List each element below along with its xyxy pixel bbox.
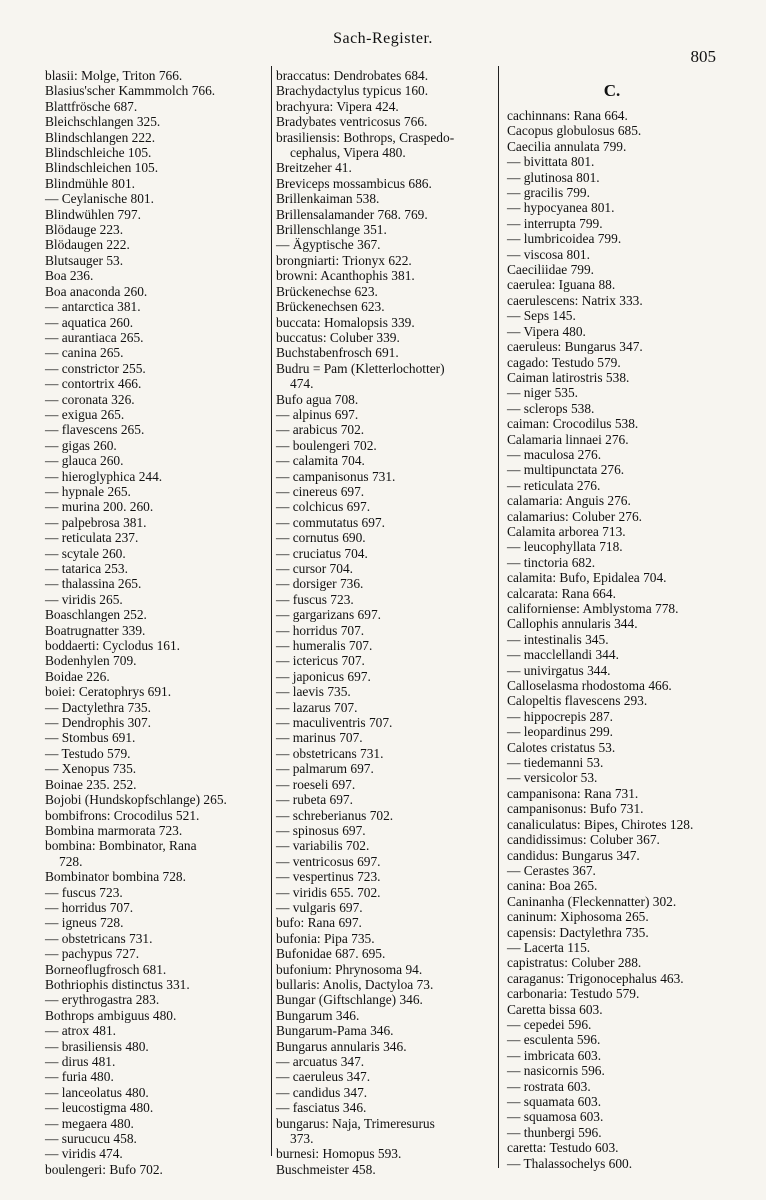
index-entry: cephalus, Vipera 480. <box>290 145 406 161</box>
index-entry: — roeseli 697. <box>276 776 356 792</box>
index-entry: Blattfrösche 687. <box>45 98 138 114</box>
index-entry: — aquatica 260. <box>45 314 134 330</box>
index-entry: calcarata: Rana 664. <box>507 585 616 601</box>
index-entry: Blindwühlen 797. <box>45 206 141 222</box>
index-entry: — arabicus 702. <box>276 422 365 438</box>
index-entry: — reticulata 276. <box>507 477 601 493</box>
index-entry: — interrupta 799. <box>507 215 603 231</box>
index-entry: — fasciatus 346. <box>276 1100 367 1116</box>
index-entry: — cursor 704. <box>276 561 353 576</box>
index-entry: — Dactylethra 735. <box>45 699 151 715</box>
index-entry: — megaera 480. <box>45 1115 134 1131</box>
index-entry: — lanceolatus 480. <box>45 1084 149 1100</box>
index-entry: Blindmühle 801. <box>45 175 136 191</box>
index-entry: Blutsauger 53. <box>45 252 124 268</box>
index-entry: — lazarus 707. <box>276 699 358 715</box>
index-entry: brachyura: Vipera 424. <box>276 98 399 114</box>
index-entry: — palmarum 697. <box>276 761 374 777</box>
index-entry: capistratus: Coluber 288. <box>507 955 642 971</box>
index-entry: — alpinus 697. <box>276 406 359 422</box>
index-entry: Blödauge 223. <box>45 222 124 238</box>
index-entry: — coronata 326. <box>45 391 135 407</box>
index-column-1 <box>45 68 267 1177</box>
index-entry: — lumbricoidea 799. <box>507 231 622 247</box>
index-entry: blasii: Molge, Triton 766. <box>45 68 183 83</box>
page-number: 805 <box>690 47 716 66</box>
index-entry: Bothriophis distinctus 331. <box>45 976 190 992</box>
index-entry: capensis: Dactylethra 735. <box>507 924 649 940</box>
index-entry: browni: Acanthophis 381. <box>276 268 415 284</box>
index-entry: Bradybates ventricosus 766. <box>276 114 428 130</box>
index-entry: Bufo agua 708. <box>276 391 359 407</box>
index-entry: — dirus 481. <box>45 1054 116 1069</box>
column-divider <box>271 66 272 1156</box>
index-entry: — brasiliensis 480. <box>45 1038 149 1054</box>
index-entry: — Thalassochelys 600. <box>507 1155 633 1171</box>
index-entry: caretta: Testudo 603. <box>507 1140 619 1156</box>
index-entry: — thalassina 265. <box>45 576 142 592</box>
index-entry: — Cerastes 367. <box>507 862 596 878</box>
index-entry: — Testudo 579. <box>45 745 131 761</box>
index-entry: Caecilia annulata 799. <box>507 138 627 154</box>
index-entry: bombifrons: Crocodilus 521. <box>45 807 200 823</box>
index-entry: caiman: Crocodilus 538. <box>507 416 639 432</box>
index-entry: — fuscus 723. <box>45 884 123 900</box>
index-entry: Caninanha (Fleckennatter) 302. <box>507 893 677 909</box>
index-entry: brongniarti: Trionyx 622. <box>276 252 412 268</box>
index-entry: Boa anaconda 260. <box>45 283 148 299</box>
index-entry: Calamaria linnaei 276. <box>507 431 629 447</box>
index-entry: Calloselasma rhodostoma 466. <box>507 678 672 694</box>
index-entry: — vespertinus 723. <box>276 869 381 885</box>
index-entry: — spinosus 697. <box>276 822 366 838</box>
index-entry: Callophis annularis 344. <box>507 616 638 632</box>
index-entry: Bombinator bombina 728. <box>45 869 186 885</box>
index-entry: boulengeri: Bufo 702. <box>45 1161 163 1177</box>
index-entry: Bombina marmorata 723. <box>45 822 183 838</box>
index-entry: — arcuatus 347. <box>276 1054 365 1069</box>
index-entry: — imbricata 603. <box>507 1047 602 1063</box>
index-entry: burnesi: Homopus 593. <box>276 1146 402 1162</box>
index-entry: Brachydactylus typicus 160. <box>276 83 429 99</box>
index-entry: — thunbergi 596. <box>507 1124 602 1140</box>
index-column-2 <box>276 68 496 1177</box>
index-entry: — exigua 265. <box>45 406 125 422</box>
index-entry: bullaris: Anolis, Dactyloa 73. <box>276 976 434 992</box>
index-entry: — palpebrosa 381. <box>45 514 147 530</box>
index-entry: — obstetricans 731. <box>276 745 384 761</box>
index-entry: — schreberianus 702. <box>276 807 394 823</box>
index-entry: bufo: Rana 697. <box>276 915 362 931</box>
index-column-3 <box>507 68 717 1171</box>
index-entry: boddaerti: Cyclodus 161. <box>45 638 181 654</box>
index-entry: — rostrata 603. <box>507 1078 591 1094</box>
index-entry: — calamita 704. <box>276 453 365 469</box>
index-entry: Caiman latirostris 538. <box>507 369 630 385</box>
index-entry: — igneus 728. <box>45 915 124 931</box>
index-entry: — cruciatus 704. <box>276 545 368 561</box>
index-entry: Buchstabenfrosch 691. <box>276 345 399 361</box>
index-entry: candidus: Bungarus 347. <box>507 847 640 863</box>
index-entry: — cinereus 697. <box>276 483 365 499</box>
index-entry: 728. <box>59 853 83 869</box>
index-entry: Breitzeher 41. <box>276 160 352 176</box>
index-entry: Bungarus annularis 346. <box>276 1038 407 1054</box>
index-entry: — marinus 707. <box>276 730 363 746</box>
index-entry: — viscosa 801. <box>507 246 590 262</box>
index-entry: — ictericus 707. <box>276 653 365 669</box>
index-entry: Bojobi (Hundskopfschlange) 265. <box>45 792 227 808</box>
index-entry: Calotes cristatus 53. <box>507 739 616 755</box>
index-entry: Bungarum-Pama 346. <box>276 1023 394 1039</box>
index-entry: candidissimus: Coluber 367. <box>507 832 660 848</box>
index-entry: cachinnans: Rana 664. <box>507 108 628 123</box>
index-entry: campanisona: Rana 731. <box>507 785 639 801</box>
index-entry: — murina 200. 260. <box>45 499 154 515</box>
index-entry: Blindschleichen 105. <box>45 160 159 176</box>
index-entry: — sclerops 538. <box>507 400 595 416</box>
index-entry: — gargarizans 697. <box>276 607 381 623</box>
index-entry: — versicolor 53. <box>507 770 598 786</box>
index-entry: Calamita arborea 713. <box>507 523 626 539</box>
index-entry: — tatarica 253. <box>45 561 128 576</box>
index-entry: — candidus 347. <box>276 1084 368 1100</box>
index-entry: Bodenhylen 709. <box>45 653 137 669</box>
index-entry: — glauca 260. <box>45 453 124 469</box>
index-entry: — leopardinus 299. <box>507 724 613 740</box>
index-entry: — squamosa 603. <box>507 1109 604 1125</box>
index-entry: — Seps 145. <box>507 308 576 324</box>
index-entry: — glutinosa 801. <box>507 169 600 185</box>
index-entry: Calopeltis flavescens 293. <box>507 693 648 709</box>
index-entry: — scytale 260. <box>45 545 126 561</box>
index-entry: — horridus 707. <box>276 622 365 638</box>
index-entry: — rubeta 697. <box>276 792 353 808</box>
index-entry: — atrox 481. <box>45 1023 117 1039</box>
letter-heading: C. <box>603 81 621 100</box>
index-entry: Bungarum 346. <box>276 1007 360 1023</box>
index-entry: — bivittata 801. <box>507 154 595 170</box>
index-entry: 373. <box>290 1131 314 1147</box>
index-entry: — commutatus 697. <box>276 514 385 530</box>
index-entry: — macclellandi 344. <box>507 647 619 663</box>
index-entry: — humeralis 707. <box>276 638 373 654</box>
index-entry: — squamata 603. <box>507 1094 602 1109</box>
index-entry: — tinctoria 682. <box>507 554 596 570</box>
index-entry: — ventricosus 697. <box>276 853 381 869</box>
index-entry: — cornutus 690. <box>276 530 366 546</box>
index-entry: — horridus 707. <box>45 899 134 915</box>
column-divider <box>498 66 499 1168</box>
index-entry: — cepedei 596. <box>507 1016 592 1032</box>
index-entry: — laevis 735. <box>276 684 351 700</box>
index-entry: boiei: Ceratophrys 691. <box>45 684 172 700</box>
index-entry: canaliculatus: Bipes, Chirotes 128. <box>507 816 694 832</box>
index-entry: — intestinalis 345. <box>507 631 609 647</box>
index-entry: cagado: Testudo 579. <box>507 354 621 370</box>
index-entry: Brillensalamander 768. 769. <box>276 206 428 222</box>
index-entry: — Xenopus 735. <box>45 761 137 777</box>
index-entry: — antarctica 381. <box>45 299 141 315</box>
index-entry: brasiliensis: Bothrops, Craspedo- <box>276 129 455 145</box>
index-entry: — leucostigma 480. <box>45 1100 154 1116</box>
index-entry: — maculosa 276. <box>507 446 602 462</box>
index-entry: caninum: Xiphosoma 265. <box>507 909 649 925</box>
index-entry: Caeciliidae 799. <box>507 262 595 278</box>
index-entry: Blödaugen 222. <box>45 237 130 253</box>
index-entry: 474. <box>290 376 314 392</box>
index-entry: — flavescens 265. <box>45 422 145 438</box>
index-entry: buccatus: Coluber 339. <box>276 329 400 345</box>
index-entry: Boaschlangen 252. <box>45 607 147 623</box>
index-entry: — colchicus 697. <box>276 499 371 515</box>
index-entry: — furia 480. <box>45 1069 114 1085</box>
index-entry: Bungar (Giftschlange) 346. <box>276 992 423 1008</box>
index-entry: caerulescens: Natrix 333. <box>507 292 643 308</box>
index-entry: Bothrops ambiguus 480. <box>45 1007 177 1023</box>
index-entry: — japonicus 697. <box>276 668 371 684</box>
index-entry: — multipunctata 276. <box>507 462 625 478</box>
index-entry: Brillenkaiman 538. <box>276 191 380 207</box>
index-entry: — hippocrepis 287. <box>507 708 613 724</box>
index-entry: braccatus: Dendrobates 684. <box>276 68 429 83</box>
index-entry: calamita: Bufo, Epidalea 704. <box>507 570 667 586</box>
index-entry: Brillenschlange 351. <box>276 222 387 238</box>
index-entry: bombina: Bombinator, Rana <box>45 838 197 854</box>
index-entry: calamarius: Coluber 276. <box>507 508 642 524</box>
index-entry: Boidae 226. <box>45 668 110 684</box>
index-entry: caraganus: Trigonocephalus 463. <box>507 970 684 986</box>
index-entry: — niger 535. <box>507 385 579 401</box>
index-entry: — hypocyanea 801. <box>507 200 615 216</box>
index-entry: — gigas 260. <box>45 437 117 453</box>
index-entry: — Stombus 691. <box>45 730 136 746</box>
index-entry: Blindschlangen 222. <box>45 129 156 145</box>
index-entry: Bufonidae 687. 695. <box>276 946 386 962</box>
index-entry: bungarus: Naja, Trimeresurus <box>276 1115 435 1131</box>
index-entry: — reticulata 237. <box>45 530 139 546</box>
index-entry: Boinae 235. 252. <box>45 776 137 792</box>
index-entry: — variabilis 702. <box>276 838 370 854</box>
index-entry: Boatrugnatter 339. <box>45 622 146 638</box>
index-entry: bufonium: Phrynosoma 94. <box>276 961 423 977</box>
index-entry: caerulea: Iguana 88. <box>507 277 616 293</box>
index-entry: — Lacerta 115. <box>507 939 591 955</box>
index-entry: Brückenechsen 623. <box>276 299 385 315</box>
index-entry: campanisonus: Bufo 731. <box>507 801 644 817</box>
index-entry: — esculenta 596. <box>507 1032 601 1048</box>
index-entry: — viridis 474. <box>45 1146 123 1162</box>
index-entry: — contortrix 466. <box>45 376 142 392</box>
index-entry: — leucophyllata 718. <box>507 539 623 555</box>
index-entry: caeruleus: Bungarus 347. <box>507 339 643 355</box>
index-entry: — erythrogastra 283. <box>45 992 160 1008</box>
index-entry: californiense: Amblystoma 778. <box>507 601 679 616</box>
index-entry: Buschmeister 458. <box>276 1161 376 1177</box>
index-entry: — obstetricans 731. <box>45 930 153 946</box>
index-entry: — Ägyptische 367. <box>276 237 381 253</box>
index-entry: — maculiventris 707. <box>276 715 393 731</box>
index-entry: — constrictor 255. <box>45 360 146 376</box>
index-entry: — boulengeri 702. <box>276 437 377 453</box>
index-entry: — hieroglyphica 244. <box>45 468 163 484</box>
index-entry: Brückenechse 623. <box>276 283 378 299</box>
index-entry: — surucucu 458. <box>45 1131 137 1147</box>
index-entry: carbonaria: Testudo 579. <box>507 986 640 1002</box>
index-entry: — campanisonus 731. <box>276 468 396 484</box>
index-entry: — aurantiaca 265. <box>45 329 144 345</box>
index-entry: — nasicornis 596. <box>507 1063 605 1079</box>
index-entry: Breviceps mossambicus 686. <box>276 175 432 191</box>
index-entry: — Ceylanische 801. <box>45 191 154 207</box>
index-entry: — gracilis 799. <box>507 185 590 201</box>
index-entry: — fuscus 723. <box>276 591 354 607</box>
index-entry: — dorsiger 736. <box>276 576 364 592</box>
index-entry: — tiedemanni 53. <box>507 755 604 771</box>
index-entry: — univirgatus 344. <box>507 662 611 678</box>
index-entry: Cacopus globulosus 685. <box>507 123 642 139</box>
index-entry: — pachypus 727. <box>45 946 140 962</box>
index-entry: bufonia: Pipa 735. <box>276 930 375 946</box>
index-entry: — Dendrophis 307. <box>45 715 152 731</box>
index-entry: — hypnale 265. <box>45 483 131 499</box>
index-entry: Blasius'scher Kammmolch 766. <box>45 83 216 99</box>
index-entry: Blindschleiche 105. <box>45 145 152 161</box>
index-entry: — vulgaris 697. <box>276 899 363 915</box>
index-entry: — canina 265. <box>45 345 124 361</box>
index-entry: Borneoflugfrosch 681. <box>45 961 167 977</box>
index-entry: buccata: Homalopsis 339. <box>276 314 415 330</box>
index-entry: calamaria: Anguis 276. <box>507 493 631 509</box>
index-entry: Budru = Pam (Kletterlochotter) <box>276 360 445 376</box>
index-entry: Boa 236. <box>45 268 94 284</box>
index-entry: Bleichschlangen 325. <box>45 114 161 130</box>
index-entry: — viridis 655. 702. <box>276 884 381 900</box>
index-entry: — viridis 265. <box>45 591 123 607</box>
page-title: Sach-Register. <box>333 30 433 47</box>
index-entry: — caeruleus 347. <box>276 1069 371 1085</box>
index-entry: canina: Boa 265. <box>507 878 598 894</box>
index-entry: — Vipera 480. <box>507 323 586 339</box>
index-entry: Caretta bissa 603. <box>507 1001 603 1017</box>
